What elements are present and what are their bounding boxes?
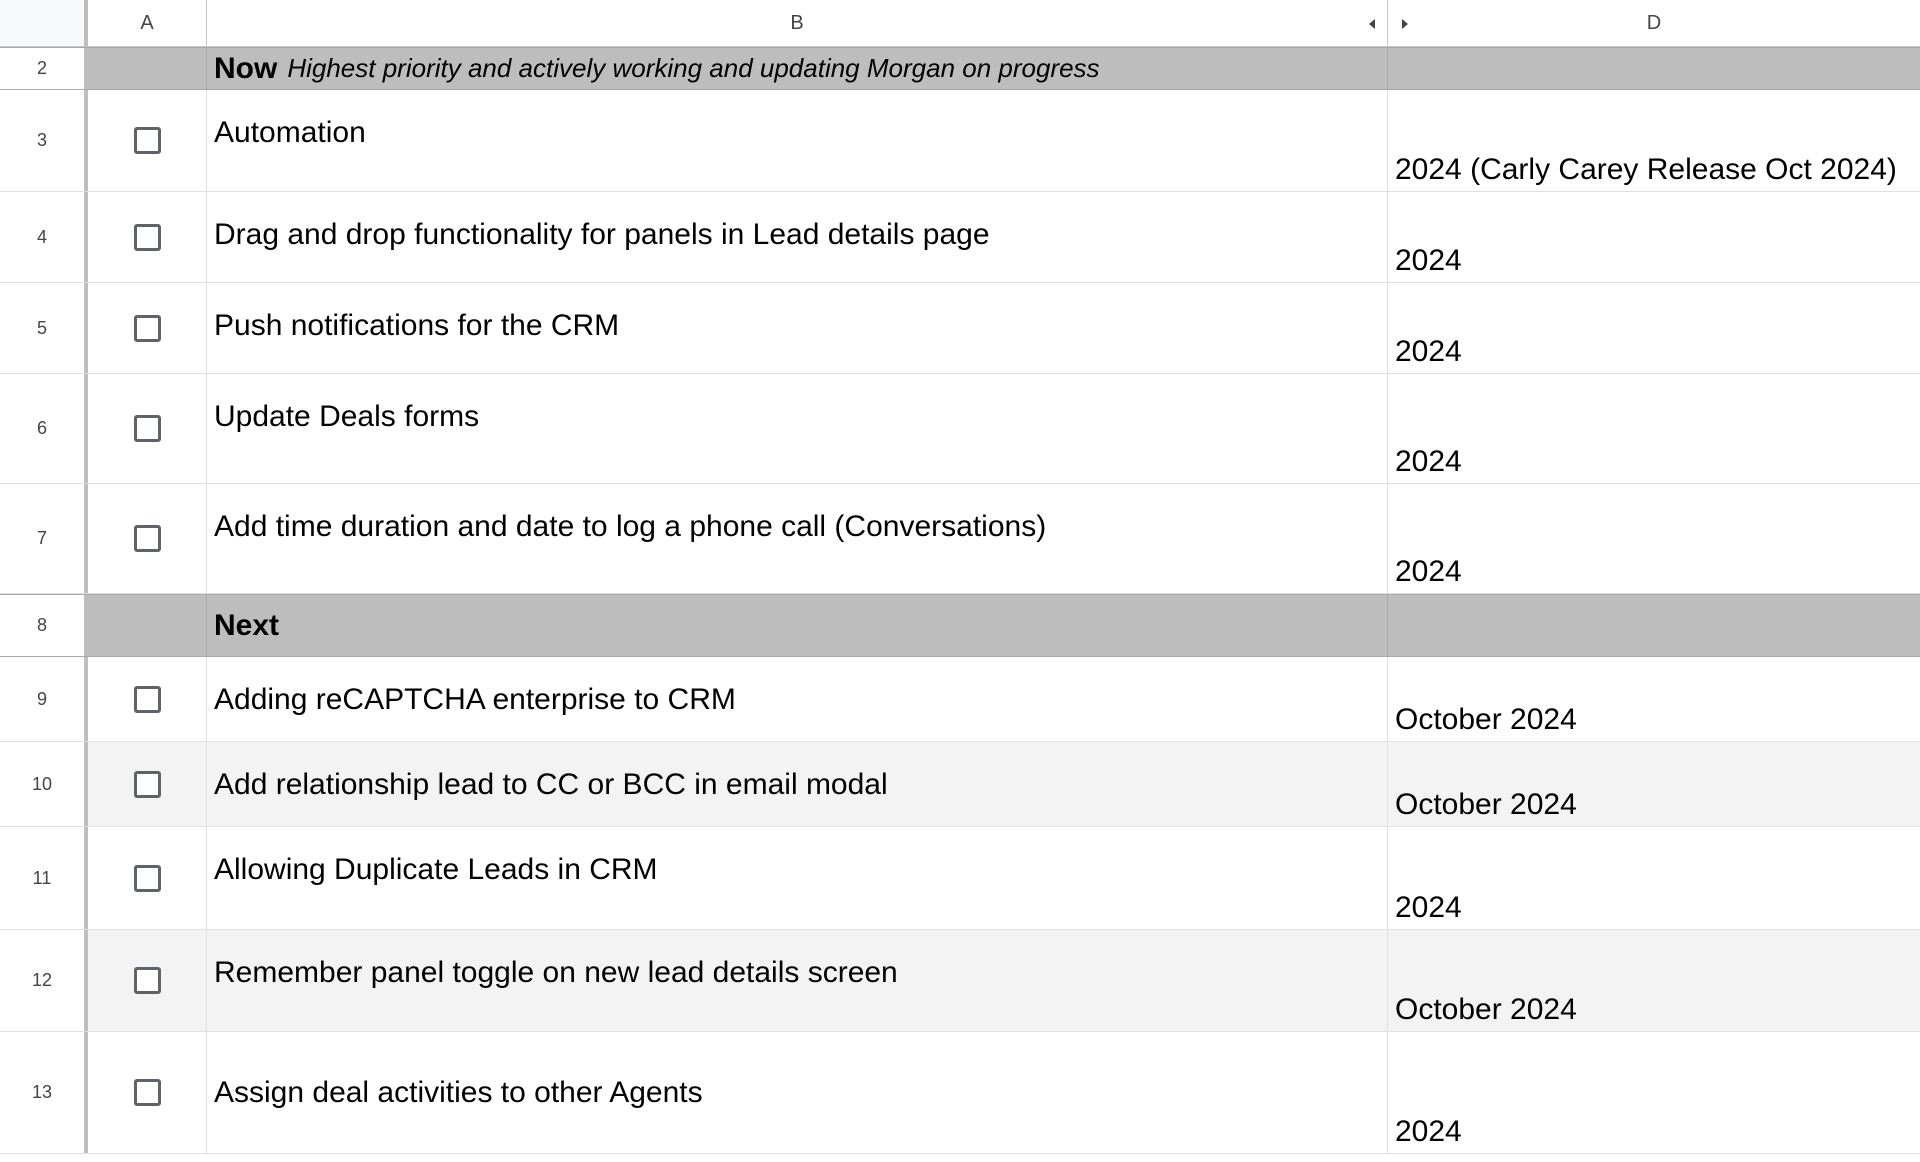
task-checkbox[interactable] xyxy=(134,1079,161,1106)
task-name-cell[interactable] xyxy=(207,742,1388,826)
release-date: 2024 xyxy=(1395,555,1462,588)
arrow-right-icon[interactable] xyxy=(1402,19,1408,29)
section-header-cell[interactable] xyxy=(207,48,1388,89)
column-header-b[interactable] xyxy=(207,0,1388,47)
cell-a[interactable] xyxy=(88,1032,207,1153)
row-number[interactable]: 12 xyxy=(0,930,88,1031)
section-title: Now xyxy=(214,51,278,85)
release-date: 2024 xyxy=(1395,445,1462,478)
task-checkbox[interactable] xyxy=(134,127,161,154)
task-checkbox[interactable] xyxy=(134,686,161,713)
row-number[interactable]: 4 xyxy=(0,192,88,282)
release-date-cell[interactable] xyxy=(1388,374,1920,483)
row-number[interactable]: 10 xyxy=(0,742,88,826)
arrow-left-icon[interactable] xyxy=(1369,19,1375,29)
cell-d[interactable] xyxy=(1388,595,1920,656)
release-date-cell[interactable] xyxy=(1388,930,1920,1031)
task-checkbox[interactable] xyxy=(134,525,161,552)
release-date-cell[interactable] xyxy=(1388,742,1920,826)
task-name: Add time duration and date to log a phone call (Conversations) xyxy=(214,510,1047,543)
table-row xyxy=(0,1032,1920,1154)
cell-a[interactable] xyxy=(88,484,207,593)
table-row xyxy=(0,192,1920,283)
release-date-cell[interactable] xyxy=(1388,827,1920,929)
column-header-a[interactable] xyxy=(88,0,207,47)
cell-a[interactable] xyxy=(88,192,207,282)
cell-a[interactable] xyxy=(88,283,207,373)
table-row xyxy=(0,484,1920,594)
task-name-cell[interactable] xyxy=(207,484,1388,593)
cell-a[interactable] xyxy=(88,48,207,89)
release-date: 2024 xyxy=(1395,335,1462,368)
task-checkbox[interactable] xyxy=(134,967,161,994)
task-name: Update Deals forms xyxy=(214,400,480,433)
column-b-label: B xyxy=(790,11,804,34)
section-row-next xyxy=(0,594,1920,657)
hidden-column-expand-arrows[interactable] xyxy=(1366,16,1414,32)
task-name-cell[interactable] xyxy=(207,827,1388,929)
release-date-cell[interactable] xyxy=(1388,1032,1920,1153)
release-date-cell[interactable] xyxy=(1388,192,1920,282)
section-subtitle: Highest priority and actively working and updating Morgan on progress xyxy=(287,53,1100,83)
row-number[interactable]: 6 xyxy=(0,374,88,483)
release-date-cell[interactable] xyxy=(1388,90,1920,191)
task-checkbox[interactable] xyxy=(134,771,161,798)
table-row xyxy=(0,930,1920,1032)
table-row xyxy=(0,657,1920,742)
task-checkbox[interactable] xyxy=(134,224,161,251)
task-name-cell[interactable] xyxy=(207,90,1388,191)
task-name-cell[interactable] xyxy=(207,1032,1388,1153)
release-date: October 2024 xyxy=(1395,788,1577,821)
cell-a[interactable] xyxy=(88,827,207,929)
release-date: 2024 xyxy=(1395,891,1462,924)
section-title: Next xyxy=(214,608,280,642)
task-name: Push notifications for the CRM xyxy=(214,309,620,342)
row-number[interactable]: 9 xyxy=(0,657,88,741)
task-name: Remember panel toggle on new lead details screen xyxy=(214,956,898,989)
cell-a[interactable] xyxy=(88,595,207,656)
task-name: Assign deal activities to other Agents xyxy=(214,1076,703,1109)
task-checkbox[interactable] xyxy=(134,315,161,342)
section-header-cell[interactable] xyxy=(207,595,1388,656)
cell-a[interactable] xyxy=(88,90,207,191)
row-number[interactable]: 5 xyxy=(0,283,88,373)
cell-a[interactable] xyxy=(88,374,207,483)
task-name: Allowing Duplicate Leads in CRM xyxy=(214,853,658,886)
row-number[interactable]: 11 xyxy=(0,827,88,929)
release-date-cell[interactable] xyxy=(1388,657,1920,741)
section-row-now xyxy=(0,47,1920,90)
release-date-cell[interactable] xyxy=(1388,484,1920,593)
task-name-cell[interactable] xyxy=(207,283,1388,373)
release-date: October 2024 xyxy=(1395,703,1577,736)
cell-a[interactable] xyxy=(88,930,207,1031)
table-row xyxy=(0,374,1920,484)
table-row xyxy=(0,283,1920,374)
task-checkbox[interactable] xyxy=(134,865,161,892)
task-name-cell[interactable] xyxy=(207,930,1388,1031)
column-d-label: D xyxy=(1646,11,1662,34)
release-date: 2024 (Carly Carey Release Oct 2024) xyxy=(1395,153,1897,186)
table-row xyxy=(0,90,1920,192)
task-name-cell[interactable] xyxy=(207,374,1388,483)
row-number[interactable]: 7 xyxy=(0,484,88,593)
task-name: Add relationship lead to CC or BCC in email modal xyxy=(214,768,888,801)
task-name-cell[interactable] xyxy=(207,657,1388,741)
table-row xyxy=(0,742,1920,827)
task-checkbox[interactable] xyxy=(134,415,161,442)
task-name: Automation xyxy=(214,116,366,149)
task-name-cell[interactable] xyxy=(207,192,1388,282)
release-date-cell[interactable] xyxy=(1388,283,1920,373)
table-row xyxy=(0,827,1920,930)
column-header-d[interactable] xyxy=(1388,0,1920,47)
cell-a[interactable] xyxy=(88,742,207,826)
column-a-label: A xyxy=(140,11,154,34)
task-name: Drag and drop functionality for panels in Lead details page xyxy=(214,218,990,251)
row-number[interactable]: 8 xyxy=(0,595,88,656)
select-all-corner[interactable] xyxy=(0,0,88,47)
task-name: Adding reCAPTCHA enterprise to CRM xyxy=(214,683,736,716)
release-date: 2024 xyxy=(1395,244,1462,277)
row-number[interactable]: 2 xyxy=(0,48,88,89)
release-date: 2024 xyxy=(1395,1115,1462,1148)
row-number[interactable]: 13 xyxy=(0,1032,88,1153)
cell-a[interactable] xyxy=(88,657,207,741)
release-date: October 2024 xyxy=(1395,993,1577,1026)
cell-d[interactable] xyxy=(1388,48,1920,89)
row-number[interactable]: 3 xyxy=(0,90,88,191)
